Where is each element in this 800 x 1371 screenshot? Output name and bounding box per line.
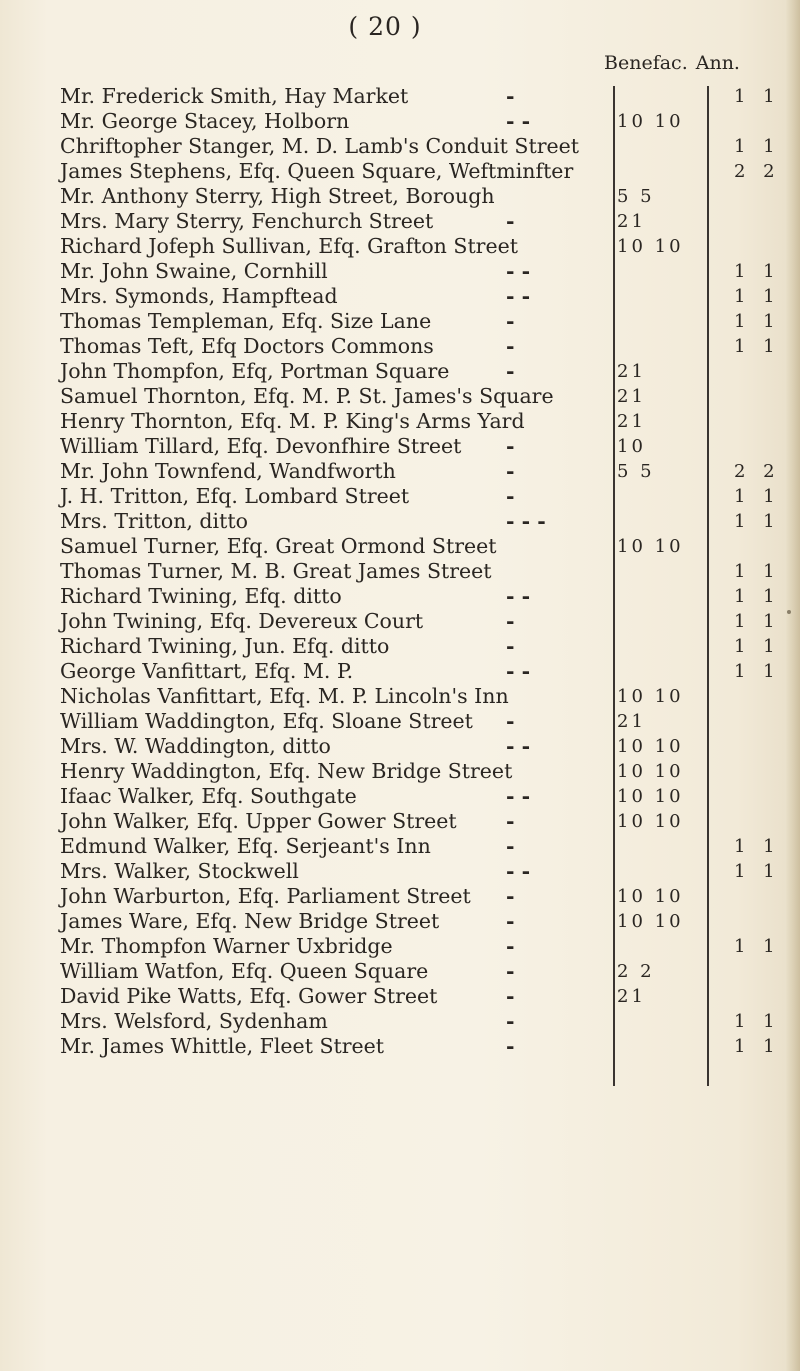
subscriber-name: Mrs. Welsford, Sydenham (60, 1009, 328, 1033)
annual-amount: 1 1 (734, 286, 781, 307)
annual-amount: 1 1 (734, 836, 781, 857)
list-item (60, 984, 800, 1009)
benefaction-amount: 21 (617, 361, 646, 382)
annual-amount: 1 1 (734, 1011, 781, 1032)
list-item (60, 1034, 800, 1059)
annual-amount: 1 1 (734, 586, 781, 607)
subscriber-name: Samuel Thornton, Efq. M. P. St. James's Square (60, 384, 554, 408)
leader-dash: - - (506, 284, 531, 308)
subscriber-name: John Walker, Efq. Upper Gower Street (60, 809, 457, 833)
benefaction-amount: 5 5 (617, 186, 655, 207)
benefaction-amount: 10 10 (617, 236, 684, 257)
leader-dash: - (506, 459, 515, 483)
subscriber-list (60, 84, 800, 1059)
annual-amount: 1 1 (734, 636, 781, 657)
subscriber-name: Thomas Templeman, Efq. Size Lane (60, 309, 432, 333)
annual-amount: 2 2 (734, 161, 781, 182)
list-item (60, 609, 800, 634)
benefaction-amount: 5 5 (617, 461, 655, 482)
subscriber-name: James Ware, Efq. New Bridge Street (60, 909, 440, 933)
list-item (60, 559, 800, 584)
subscriber-name: John Twining, Efq. Devereux Court (60, 609, 424, 633)
benefaction-amount: 10 10 (617, 911, 684, 932)
subscriber-name: Richard Twining, Efq. ditto (60, 584, 342, 608)
subscriber-name: Mr. Anthony Sterry, High Street, Borough (60, 184, 495, 208)
leader-dash: - (506, 934, 515, 958)
benefaction-amount: 21 (617, 986, 646, 1007)
benefaction-amount: 10 10 (617, 886, 684, 907)
leader-dash: - (506, 209, 515, 233)
subscriber-name: John Warburton, Efq. Parliament Street (60, 884, 471, 908)
leader-dash: - - (506, 784, 531, 808)
list-item (60, 784, 800, 809)
leader-dash: - (506, 309, 515, 333)
leader-dash: - - (506, 109, 531, 133)
list-item (60, 159, 800, 184)
leader-dash: - (506, 84, 515, 108)
subscriber-name: Nicholas Vanfittart, Efq. M. P. Lincoln's Inn (60, 684, 509, 708)
list-item (60, 834, 800, 859)
list-item (60, 709, 800, 734)
subscriber-name: Richard Twining, Jun. Efq. ditto (60, 634, 390, 658)
subscriber-name: Mr. James Whittle, Fleet Street (60, 1034, 385, 1058)
list-item (60, 359, 800, 384)
subscriber-name: William Watfon, Efq. Queen Square (60, 959, 429, 983)
annual-amount: 1 1 (734, 611, 781, 632)
list-item (60, 534, 800, 559)
subscriber-name: Chriftopher Stanger, M. D. Lamb's Conduit Street (60, 134, 580, 158)
list-item (60, 134, 800, 159)
list-item (60, 809, 800, 834)
list-item (60, 284, 800, 309)
list-item (60, 659, 800, 684)
annual-amount: 1 1 (734, 1036, 781, 1057)
annual-amount: 1 1 (734, 336, 781, 357)
paper-speck (787, 610, 791, 614)
annual-amount: 1 1 (734, 511, 781, 532)
benefaction-amount: 2 2 (617, 961, 655, 982)
leader-dash: - - - (506, 509, 546, 533)
subscriber-name: Richard Jofeph Sullivan, Efq. Grafton Street (60, 234, 518, 258)
annual-amount: 2 2 (734, 461, 781, 482)
annual-amount: 1 1 (734, 86, 781, 107)
leader-dash: - (506, 709, 515, 733)
subscriber-name: Mr. John Swaine, Cornhill (60, 259, 328, 283)
leader-dash: - (506, 834, 515, 858)
subscriber-name: James Stephens, Efq. Queen Square, Weftminfter (60, 159, 574, 183)
subscriber-name: Mrs. Tritton, ditto (60, 509, 248, 533)
list-item (60, 509, 800, 534)
subscriber-name: J. H. Tritton, Efq. Lombard Street (60, 484, 410, 508)
leader-dash: - - (506, 734, 531, 758)
annual-amount: 1 1 (734, 936, 781, 957)
leader-dash: - (506, 634, 515, 658)
annual-amount: 1 1 (734, 661, 781, 682)
list-item (60, 734, 800, 759)
benefac-column-header: Benefac. (604, 52, 688, 74)
benefaction-amount: 10 10 (617, 736, 684, 757)
leader-dash: - - (506, 859, 531, 883)
subscriber-name: Mrs. Walker, Stockwell (60, 859, 299, 883)
list-item (60, 84, 800, 109)
benefaction-amount: 21 (617, 711, 646, 732)
leader-dash: - (506, 334, 515, 358)
list-item (60, 684, 800, 709)
subscriber-name: Thomas Teft, Efq Doctors Commons (60, 334, 434, 358)
subscriber-name: Henry Thornton, Efq. M. P. King's Arms Yard (60, 409, 525, 433)
list-item (60, 259, 800, 284)
annual-column-header: Ann. (695, 52, 740, 74)
list-item (60, 884, 800, 909)
list-item (60, 309, 800, 334)
subscriber-name: Mrs. Symonds, Hampftead (60, 284, 338, 308)
benefaction-amount: 10 10 (617, 786, 684, 807)
annual-amount: 1 1 (734, 261, 781, 282)
annual-amount: 1 1 (734, 486, 781, 507)
leader-dash: - (506, 434, 515, 458)
list-item (60, 859, 800, 884)
benefaction-amount: 10 10 (617, 811, 684, 832)
leader-dash: - (506, 359, 515, 383)
list-item (60, 334, 800, 359)
list-item (60, 109, 800, 134)
leader-dash: - (506, 984, 515, 1008)
list-item (60, 959, 800, 984)
list-item (60, 459, 800, 484)
list-item (60, 759, 800, 784)
list-item (60, 384, 800, 409)
benefaction-amount: 21 (617, 411, 646, 432)
benefaction-amount: 21 (617, 386, 646, 407)
benefaction-amount: 10 10 (617, 111, 684, 132)
subscriber-name: Edmund Walker, Efq. Serjeant's Inn (60, 834, 431, 858)
list-item (60, 409, 800, 434)
list-item (60, 234, 800, 259)
benefaction-amount: 10 10 (617, 686, 684, 707)
benefaction-amount: 10 10 (617, 536, 684, 557)
leader-dash: - (506, 909, 515, 933)
list-item (60, 584, 800, 609)
list-item (60, 484, 800, 509)
leader-dash: - - (506, 659, 531, 683)
annual-amount: 1 1 (734, 861, 781, 882)
annual-amount: 1 1 (734, 561, 781, 582)
subscriber-name: Samuel Turner, Efq. Great Ormond Street (60, 534, 497, 558)
annual-amount: 1 1 (734, 136, 781, 157)
subscriber-name: George Vanfittart, Efq. M. P. (60, 659, 354, 683)
leader-dash: - (506, 809, 515, 833)
subscriber-name: David Pike Watts, Efq. Gower Street (60, 984, 438, 1008)
list-item (60, 634, 800, 659)
leader-dash: - (506, 1034, 515, 1058)
subscriber-name: Thomas Turner, M. B. Great James Street (60, 559, 492, 583)
list-item (60, 209, 800, 234)
column-headers (604, 52, 740, 74)
benefaction-amount: 21 (617, 211, 646, 232)
subscriber-name: Mr. Thompfon Warner Uxbridge (60, 934, 393, 958)
subscriber-name: John Thompfon, Efq, Portman Square (60, 359, 450, 383)
subscriber-name: Mr. John Townfend, Wandfworth (60, 459, 396, 483)
leader-dash: - - (506, 259, 531, 283)
subscriber-name: Mr. Frederick Smith, Hay Market (60, 84, 409, 108)
annual-amount: 1 1 (734, 311, 781, 332)
list-item (60, 184, 800, 209)
subscriber-name: William Waddington, Efq. Sloane Street (60, 709, 473, 733)
benefaction-amount: 10 (617, 436, 646, 457)
subscriber-name: Henry Waddington, Efq. New Bridge Street (60, 759, 513, 783)
list-item (60, 934, 800, 959)
subscriber-name: William Tillard, Efq. Devonfhire Street (60, 434, 462, 458)
subscriber-name: Mr. George Stacey, Holborn (60, 109, 350, 133)
subscriber-name: Mrs. W. Waddington, ditto (60, 734, 331, 758)
subscriber-name: Mrs. Mary Sterry, Fenchurch Street (60, 209, 434, 233)
leader-dash: - (506, 609, 515, 633)
leader-dash: - (506, 959, 515, 983)
list-item (60, 434, 800, 459)
list-item (60, 1009, 800, 1034)
leader-dash: - (506, 484, 515, 508)
leader-dash: - (506, 884, 515, 908)
benefaction-amount: 10 10 (617, 761, 684, 782)
leader-dash: - (506, 1009, 515, 1033)
leader-dash: - - (506, 584, 531, 608)
subscriber-name: Ifaac Walker, Efq. Southgate (60, 784, 357, 808)
list-item (60, 909, 800, 934)
page-number: ( 20 ) (348, 12, 422, 41)
